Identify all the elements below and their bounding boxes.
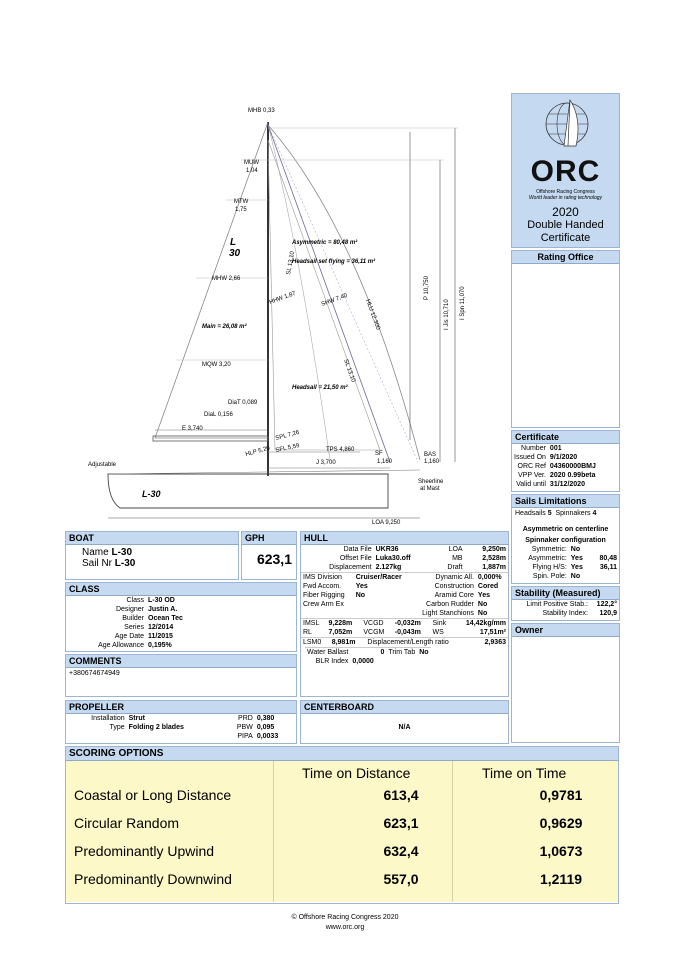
- hull-div-v2: No: [477, 601, 488, 608]
- label-mtw-val: 1,75: [235, 207, 247, 213]
- spin-k: Spin. Pole:: [532, 573, 567, 580]
- hull-div-k: Fwd Accom.: [303, 583, 342, 590]
- cert-k: Number: [521, 445, 546, 452]
- hull-k: Displacement: [329, 564, 372, 571]
- prd-value: 0,380: [256, 715, 275, 722]
- sails-limitations-title: Sails Limitations: [512, 495, 619, 508]
- class-v: 12/2014: [148, 624, 174, 631]
- class-table: [66, 596, 185, 650]
- headsails-value: 5: [547, 510, 552, 517]
- hull-div-row: [301, 591, 508, 600]
- hull-div-v: No: [355, 592, 366, 599]
- hull-v: 2.127kg: [375, 564, 402, 571]
- centerboard-panel: [300, 700, 509, 744]
- hull-div-v: [354, 600, 412, 609]
- spin-row: [512, 545, 619, 554]
- class-row: [66, 632, 185, 641]
- col-time-on-time: Time on Time: [482, 765, 567, 781]
- sail-plan-diagram: [60, 100, 510, 530]
- label-at-mast: at Mast: [420, 486, 440, 492]
- spin-v: Yes: [570, 555, 583, 562]
- class-row: [66, 596, 185, 605]
- class-row: [66, 641, 185, 650]
- class-k: Age Date: [114, 633, 144, 640]
- orc-header-panel: [511, 93, 620, 248]
- label-bas-val: 1,160: [424, 459, 440, 465]
- hull-table-3: [301, 618, 508, 637]
- label-headsail-area: Headsail = 21,50 m²: [292, 385, 348, 391]
- spin-k: Flying H/S:: [532, 564, 567, 571]
- orc-logo-text: ORC: [530, 155, 601, 188]
- label-p: P 10,750: [424, 276, 430, 300]
- hull-k: Data File: [343, 546, 372, 553]
- footer-url: www.orc.org: [325, 924, 365, 931]
- label-j: J 3,700: [316, 460, 336, 466]
- class-row: [66, 605, 185, 614]
- spin-row: [512, 572, 619, 581]
- class-k: Series: [124, 624, 144, 631]
- hull-table-2: [301, 572, 508, 618]
- hull-div-k: Crew Arm Ex: [303, 601, 344, 608]
- comments-text: +380674674949: [69, 670, 120, 677]
- trim-tab-value: No: [419, 649, 429, 656]
- blr-label: BLR Index: [315, 658, 349, 665]
- asym-note: Asymmetric on centerline: [522, 526, 609, 533]
- hull-div-v: Cruiser/Racer: [355, 574, 402, 581]
- gph-panel: [241, 531, 297, 580]
- hull-imsl-k2: VCGM: [363, 629, 385, 636]
- label-ispn: I Spn 11,070: [460, 286, 466, 320]
- label-sl: SL 13,10: [286, 250, 297, 276]
- rating-office-panel: [511, 250, 620, 428]
- label-muw-val: 1,04: [246, 168, 258, 174]
- scoring-title: SCORING OPTIONS: [66, 747, 618, 761]
- pipa-value: 0,0033: [256, 733, 279, 740]
- label-hlu: HLU 12,300: [364, 298, 381, 331]
- label-mtw: MTW: [234, 199, 249, 205]
- cert-v: 9/1/2020: [549, 454, 578, 461]
- hull-panel: [300, 531, 509, 697]
- hull-k: Offset File: [339, 555, 372, 562]
- scoring-tod-value: 557,0: [383, 871, 419, 887]
- hull-row: [301, 554, 508, 563]
- hull-table-1: [301, 545, 508, 572]
- stab-k: Stability Index:: [542, 610, 588, 617]
- boat-panel: [65, 531, 239, 580]
- centerboard-value: N/A: [398, 724, 411, 731]
- class-v: L-30 OD: [148, 597, 175, 604]
- hull-imsl-row: [301, 628, 508, 637]
- scoring-tod-value: 623,1: [383, 815, 419, 831]
- label-asym-area: Asymmetric = 80,48 m²: [292, 240, 358, 246]
- scoring-tod-value: 632,4: [383, 843, 419, 859]
- class-panel: [65, 582, 297, 652]
- hull-v: Luka30.off: [375, 555, 411, 562]
- hull-v2: 1,887m: [482, 564, 506, 571]
- headsails-label: Headsails: [515, 510, 546, 517]
- cert-year: 2020: [552, 205, 579, 219]
- stab-v: 120,9: [599, 610, 617, 617]
- spin-row: [512, 554, 619, 563]
- gph-value: 623,1: [256, 551, 292, 567]
- hull-row: [301, 563, 508, 572]
- cert-v: 04360000BMJ: [549, 463, 596, 470]
- stability-table: [512, 600, 619, 618]
- stab-k: Limit Positive Stab.:: [526, 601, 588, 608]
- scoring-row-label: Predominantly Downwind: [74, 871, 232, 887]
- cert-k: ORC Ref: [517, 463, 546, 470]
- hull-div-v2: No: [477, 610, 488, 617]
- cert-v: 001: [549, 445, 562, 452]
- class-v: Ocean Tec: [148, 615, 183, 622]
- label-mhw: MHW 2,66: [212, 276, 241, 282]
- label-loa: LOA 9,250: [372, 520, 401, 526]
- label-hhw: HHW 1,87: [268, 290, 297, 306]
- label-sf: SF: [375, 451, 383, 457]
- scoring-tot-value: 0,9629: [539, 815, 583, 831]
- boat-name: L-30: [111, 547, 133, 558]
- label-hlp: HLP 5,20: [244, 445, 271, 458]
- stab-row: [512, 600, 619, 609]
- cert-row: [512, 462, 598, 471]
- hull-imsl-k3: Sink: [432, 620, 447, 627]
- label-tps: TPS 4,860: [326, 447, 355, 453]
- hull-div-k2: Construction: [434, 583, 474, 590]
- hull-imsl-v2: -0,032m: [394, 620, 421, 627]
- hull-imsl-k2: VCGD: [363, 620, 384, 627]
- pbw-value: 0,095: [256, 724, 275, 731]
- installation-label: Installation: [91, 715, 125, 722]
- spin-v2: [590, 572, 619, 581]
- hull-imsl-k: IMSL: [303, 620, 320, 627]
- sail-nr-label: Sail Nr: [82, 558, 113, 569]
- scoring-tot-value: 1,0673: [539, 843, 583, 859]
- cert-v: 31/12/2020: [549, 481, 585, 488]
- label-mhb: MHB 0,33: [248, 108, 275, 114]
- class-v: 0,195%: [148, 642, 172, 649]
- class-v: 11/2015: [148, 633, 173, 640]
- stab-row: [512, 609, 619, 618]
- hull-div-row: [301, 582, 508, 591]
- spin-v: No: [570, 546, 581, 553]
- hull-div-k: IMS Division: [303, 574, 342, 581]
- propeller-title: PROPELLER: [66, 701, 296, 714]
- comments-panel: [65, 654, 297, 697]
- label-adjustable: Adjustable: [88, 462, 117, 468]
- cert-v: 2020 0.99beta: [549, 472, 596, 479]
- hull-k2: MB: [452, 555, 463, 562]
- label-headsail-flying: Headsail set flying = 36,11 m²: [292, 259, 376, 265]
- label-ljs: I Jis 10,710: [444, 299, 450, 330]
- trim-tab-label: Trim Tab: [388, 649, 416, 656]
- spin-v2: 36,11: [599, 564, 617, 571]
- hull-div-v2: Cored: [477, 583, 499, 590]
- boat-title: BOAT: [66, 532, 238, 545]
- hull-div-v2: 0,000%: [477, 574, 502, 581]
- boat-name-label: Name: [82, 547, 109, 558]
- stability-panel: [511, 586, 620, 621]
- hull-imsl-v: 9,228m: [328, 620, 353, 627]
- hull-div-k2: Aramid Core: [434, 592, 474, 599]
- owner-panel: [511, 623, 620, 743]
- hull-imsl-k3: WS: [432, 629, 444, 636]
- dl-ratio-label: Displacement/Length ratio: [367, 639, 449, 646]
- label-shw: SHW 7,40: [320, 292, 349, 308]
- comments-title: COMMENTS: [66, 655, 296, 668]
- hull-div-k2: Carbon Rudder: [426, 601, 474, 608]
- label-e: E 3,740: [182, 426, 203, 432]
- pipa-label: PIPA: [237, 733, 253, 740]
- label-sheerline: Sheerline: [418, 479, 444, 485]
- label-sfl: SFL 5,59: [275, 443, 301, 454]
- hull-div-row: [301, 573, 508, 583]
- cert-type: Double Handed Certificate: [527, 219, 604, 244]
- label-sf-val: 1,160: [377, 459, 393, 465]
- class-row: [66, 614, 185, 623]
- prd-label: PRD: [238, 715, 253, 722]
- hull-imsl-v3: 14,42kg/mm: [465, 620, 506, 627]
- stab-v: 122,2°: [596, 601, 617, 608]
- footer-copyright: © Offshore Racing Congress 2020: [291, 914, 399, 921]
- spinnakers-value: 4: [592, 510, 597, 517]
- hull-imsl-v2: -0,043m: [394, 629, 421, 636]
- hull-title: HULL: [301, 532, 508, 545]
- type-value: Folding 2 blades: [128, 724, 184, 731]
- cert-k: Issued On: [514, 454, 546, 461]
- col-time-on-distance: Time on Distance: [302, 765, 411, 781]
- hull-boat-name: L-30: [142, 489, 161, 499]
- class-k: Builder: [122, 615, 144, 622]
- label-muw: MUW: [244, 160, 259, 166]
- hull-div-row: [301, 609, 508, 618]
- orc-globe-icon: [512, 94, 621, 150]
- cert-k: VPP Ver.: [518, 472, 546, 479]
- spin-v: Yes: [570, 564, 583, 571]
- label-diat: DiaT 0,089: [228, 400, 258, 406]
- hull-row: [301, 545, 508, 554]
- gph-title: GPH: [242, 532, 296, 545]
- sail-number-bottom: 30: [229, 248, 241, 259]
- label-bas: BAS: [424, 452, 437, 458]
- cert-row: [512, 453, 598, 462]
- sails-limitations-panel: [511, 494, 620, 584]
- spinnaker-table: [512, 545, 619, 581]
- spin-conf: Spinnaker configuration: [525, 537, 606, 544]
- scoring-row-label: Coastal or Long Distance: [74, 787, 232, 803]
- dl-ratio-value: 2,9363: [484, 639, 506, 646]
- spin-k: Symmetric:: [531, 546, 567, 553]
- certificate-table: [512, 444, 598, 489]
- cert-row: [512, 444, 598, 453]
- hull-imsl-v: 7,052m: [328, 629, 353, 636]
- blr-value: 0,0000: [352, 658, 374, 665]
- centerboard-title: CENTERBOARD: [301, 701, 508, 714]
- spinnakers-label: Spinnakers: [555, 510, 591, 517]
- hull-v2: 9,250m: [482, 546, 506, 553]
- hull-div-k: Fiber Rigging: [303, 592, 345, 599]
- spin-row: [512, 563, 619, 572]
- certificate-panel: [511, 430, 620, 492]
- type-label: Type: [109, 724, 125, 731]
- cert-k: Valid until: [516, 481, 546, 488]
- installation-value: Strut: [128, 715, 145, 722]
- class-k: Designer: [115, 606, 144, 613]
- hull-div-row: [301, 600, 508, 609]
- certificate-title: Certificate: [512, 431, 619, 444]
- hull-div-v: [354, 609, 412, 618]
- scoring-tot-value: 0,9781: [539, 787, 583, 803]
- owner-title: Owner: [512, 624, 619, 637]
- cert-row: [512, 471, 598, 480]
- scoring-tot-value: 1,2119: [539, 871, 583, 887]
- hull-k2: LOA: [448, 546, 463, 553]
- hull-imsl-row: [301, 619, 508, 629]
- hull-k2: Draft: [447, 564, 463, 571]
- scoring-row-label: Predominantly Upwind: [74, 843, 215, 859]
- spin-v2: 80,48: [599, 555, 617, 562]
- cert-row: [512, 480, 598, 489]
- label-sl-2: SL 13,10: [342, 358, 356, 384]
- class-v: Justin A.: [148, 606, 178, 613]
- sail-number-top: L: [230, 237, 237, 248]
- class-row: [66, 623, 185, 632]
- hull-imsl-k: RL: [303, 629, 312, 636]
- spin-v: No: [570, 573, 581, 580]
- lsm-value: 8,981m: [331, 639, 356, 646]
- label-spl: SPL 7,26: [274, 429, 301, 442]
- orc-tagline2: World leader in rating technology: [528, 195, 603, 201]
- hull-div-k2: Dynamic All.: [435, 574, 474, 581]
- spin-v2: [590, 545, 619, 554]
- hull-imsl-v3: 17,51m²: [479, 629, 506, 636]
- hull-v2: 2,528m: [482, 555, 506, 562]
- hull-div-v2: Yes: [477, 592, 490, 599]
- class-k: Class: [126, 597, 144, 604]
- class-k: Age Allowance: [98, 642, 144, 649]
- scoring-options-panel: [65, 746, 619, 904]
- lsm-label: LSM0: [303, 639, 322, 646]
- propeller-table: [66, 714, 296, 741]
- label-main-area: Main = 26,08 m²: [202, 324, 247, 330]
- water-ballast-label: Water Ballast: [307, 649, 349, 656]
- pbw-label: PBW: [236, 724, 253, 731]
- propeller-panel: [65, 700, 297, 744]
- hull-v: UKR36: [375, 546, 399, 553]
- hull-lsm-table: [301, 637, 508, 647]
- scoring-tod-value: 613,4: [383, 787, 419, 803]
- hull-div-k2: Light Stanchions: [422, 610, 474, 617]
- rating-office-title: Rating Office: [512, 251, 619, 264]
- scoring-row-label: Circular Random: [74, 815, 180, 831]
- water-ballast-value: 0: [380, 649, 385, 656]
- hull-div-k: [301, 609, 354, 618]
- label-mqw: MQW 3,20: [202, 362, 231, 368]
- orc-tagline: Offshore Racing Congress: [536, 189, 595, 195]
- spin-k: Asymmetric:: [528, 555, 567, 562]
- hull-div-v: Yes: [355, 583, 368, 590]
- class-title: CLASS: [66, 583, 296, 596]
- sail-nr: L-30: [114, 558, 136, 569]
- label-dial: DiaL 0,156: [204, 412, 233, 418]
- hull-ballast-table: [305, 647, 431, 666]
- stability-title: Stability (Measured): [512, 587, 619, 600]
